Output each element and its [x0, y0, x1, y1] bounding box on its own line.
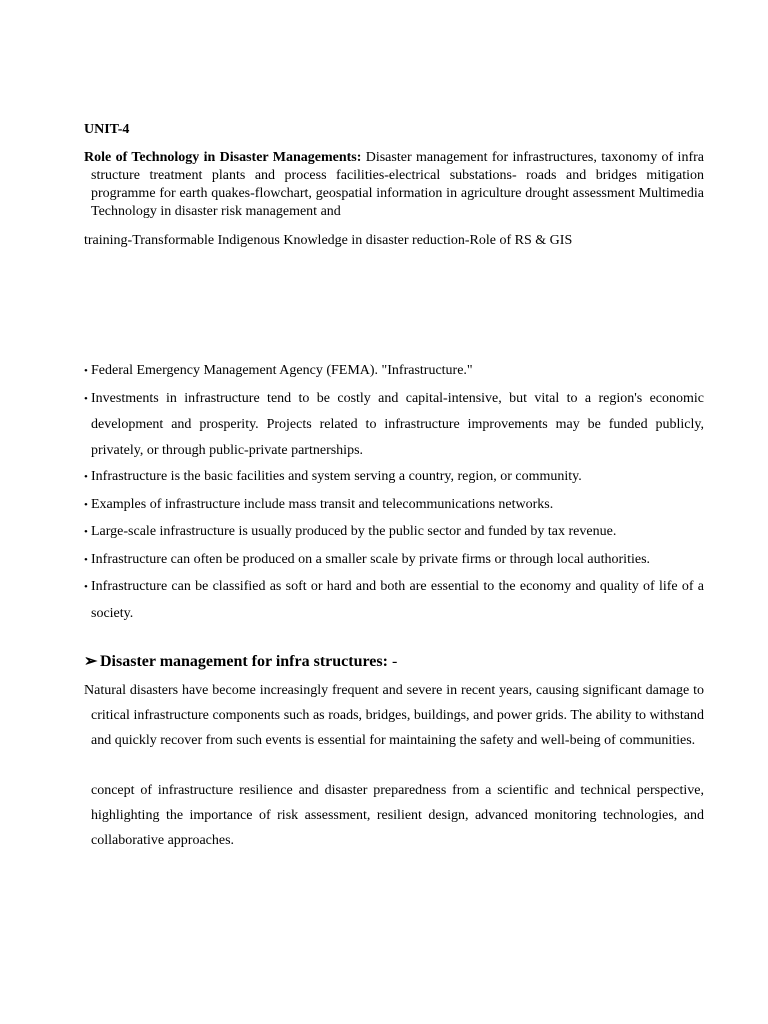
unit-title: UNIT-4	[84, 122, 130, 137]
list-item	[84, 492, 704, 519]
list-item-text: Infrastructure is the basic facilities and system serving a country, region, or community.	[91, 469, 582, 484]
section-heading	[84, 651, 397, 673]
arrow-bullet-icon: ➢	[84, 653, 98, 670]
syllabus-body: Disaster management for infrastructures, taxonomy of infra structure treatment plants and process facilities-electrical substations- roads and bridges mitigation programme for earth quakes-flowchart, geospatial information in agriculture drought assessment Multimedia Technology in disaster risk management and	[91, 150, 704, 219]
bullet-list	[84, 358, 704, 627]
syllabus-continuation: training-Transformable Indigenous Knowledge in disaster reduction-Role of RS & GIS	[84, 233, 573, 248]
bullet-icon: •	[84, 392, 88, 405]
list-item	[84, 358, 704, 385]
list-item	[84, 519, 704, 546]
bullet-icon: •	[84, 581, 88, 593]
list-item-text: Investments in infrastructure tend to be costly and capital-intensive, but vital to a region's economic development and prosperity. Projects related to infrastructure improvements may be funded publicly, privately, or through public-private partnerships.	[91, 390, 704, 458]
list-item-text: Large-scale infrastructure is usually produced by the public sector and funded by tax revenue.	[91, 524, 617, 539]
list-item	[84, 386, 704, 464]
bullet-icon: •	[84, 553, 88, 566]
section-paragraph-1: Natural disasters have become increasingly frequent and severe in recent years, causing significant damage to critical infrastructure components such as roads, bridges, buildings, and power grids. The ability to withstand and quickly recover from such events is essential for maintaining the safety and well-being of communities.	[84, 683, 704, 748]
section-paragraph-2: concept of infrastructure resilience and disaster preparedness from a scientific and technical perspective, highlighting the importance of risk assessment, resilient design, advanced monitoring technologies, and collaborative approaches.	[91, 783, 704, 848]
list-item	[84, 464, 704, 491]
bullet-icon: •	[84, 365, 88, 377]
section-heading-text: Disaster management for infra structures:	[100, 653, 388, 670]
bullet-icon: •	[84, 526, 88, 538]
list-item-text: Infrastructure can be classified as soft or hard and both are essential to the economy and quality of life of a society.	[91, 579, 704, 621]
list-item-text: Federal Emergency Management Agency (FEMA). "Infrastructure."	[91, 363, 473, 378]
bullet-icon: •	[84, 471, 88, 483]
section-heading-suffix: -	[387, 653, 398, 670]
syllabus-lead: Role of Technology in Disaster Managements:	[84, 150, 362, 165]
list-item	[84, 547, 704, 574]
list-item	[84, 574, 704, 626]
list-item-text: Examples of infrastructure include mass transit and telecommunications networks.	[91, 496, 554, 512]
bullet-icon: •	[84, 498, 88, 511]
list-item-text: Infrastructure can often be produced on a smaller scale by private firms or through local authorities.	[91, 551, 651, 567]
syllabus-paragraph	[84, 149, 704, 221]
